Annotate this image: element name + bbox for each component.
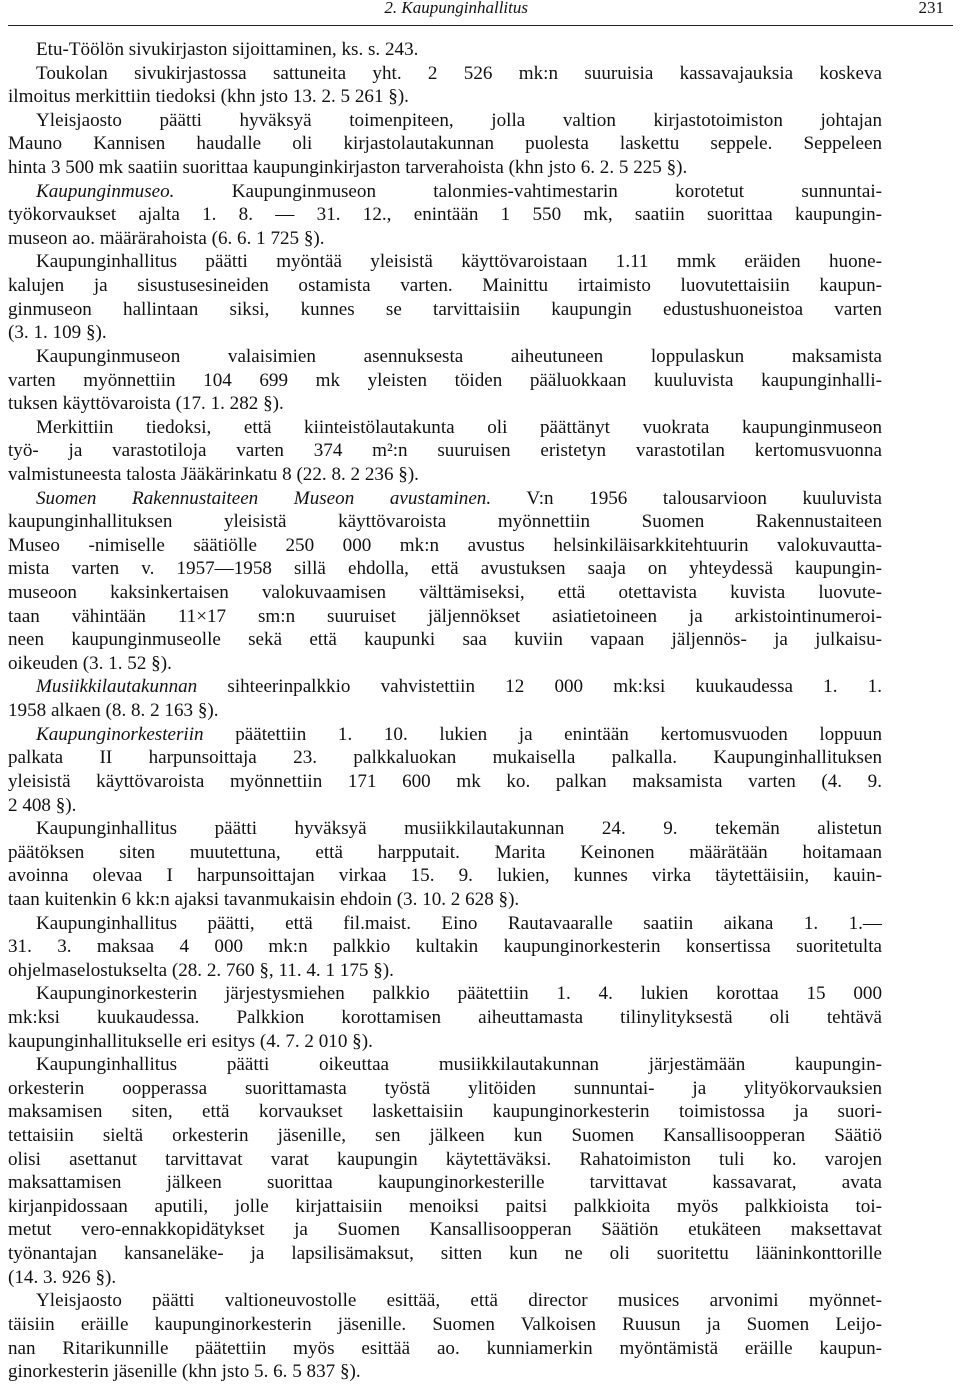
text-run: (14. 3. 926 §).	[8, 1266, 117, 1288]
text-run: palkata II harpunsoittaja 23. palkkaluokan mukaisella palkalla. Kaupunginhallituksen	[8, 747, 882, 769]
text-line	[8, 416, 882, 440]
text-run: kaupunginhallituksen yleisistä käyttövaroista myönnettiin Suomen Rakennustaiteen	[8, 511, 882, 533]
text-run: (3. 1. 109 §).	[8, 322, 107, 344]
text-line	[8, 109, 882, 133]
text-run: ilmoitus merkittiin tiedoksi (khn jsto 13. 2. 5 261 §).	[8, 86, 409, 108]
text-line	[8, 250, 882, 274]
text-line	[8, 132, 882, 156]
text-line	[8, 1195, 882, 1219]
text-line	[8, 770, 882, 794]
text-run: maksamisen siten, että korvaukset laskettaisiin kaupunginorkesterin toimistossa ja suori-	[8, 1101, 882, 1123]
text-line	[8, 1313, 882, 1337]
text-line	[8, 817, 882, 841]
text-line	[8, 982, 882, 1006]
text-line	[8, 888, 882, 912]
text-run: valmistuneesta talosta Jääkärinkatu 8 (22. 8. 2 236 §).	[8, 463, 419, 485]
text-run: yleisistä käyttövaroista myönnettiin 171 600 mk ko. palkan maksamista varten (4. 9.	[8, 770, 882, 792]
text-run: museoon kaksinkertaisen valokuvaamisen välttämiseksi, että otettavista kuvista luovute-	[8, 582, 882, 604]
text-run: Kaupunginorkesterin järjestysmiehen palkkio päätettiin 1. 4. lukien korottaa 15 000	[36, 983, 882, 1005]
text-line	[8, 628, 882, 652]
italic-heading: Suomen Rakennustaiteen Museon avustaminen.	[36, 487, 492, 509]
text-run: museon ao. määrärahoista (6. 6. 1 725 §).	[8, 227, 325, 249]
text-run: sihteerinpalkkio vahvistettiin 12 000 mk:ksi kuukaudessa 1. 1.	[197, 676, 882, 698]
document-body	[8, 38, 882, 1384]
text-run: Yleisjaosto päätti hyväksyä toimenpiteen, jolla valtion kirjastotoimiston johtajan	[36, 109, 882, 131]
text-line	[8, 274, 882, 298]
text-run: Kaupunginmuseon valaisimien asennuksesta aiheutuneen loppulaskun maksamista	[36, 345, 882, 367]
text-run: Kaupunginhallitus päätti, että fil.maist. Eino Rautavaaralle saatiin aikana 1. 1.—	[36, 912, 882, 934]
text-line	[8, 605, 882, 629]
text-run: taan vähintään 11×17 sm:n suuruiset jäljennökset asiatietoineen ja arkistointinumeroi-	[8, 605, 882, 627]
text-run: työnantajan kansaneläke- ja lapsilisämaksut, sitten kun ne oli suoritettu lääninkonttorille	[8, 1243, 882, 1265]
text-line	[8, 557, 882, 581]
text-line	[8, 1030, 882, 1054]
text-line	[8, 156, 882, 180]
text-line	[8, 85, 882, 109]
text-line	[8, 487, 882, 511]
text-line	[8, 345, 882, 369]
text-run: olisi asettanut tarvittavat varat kaupungin käytettäväksi. Rahatoimiston tuli ko. varojen	[8, 1148, 882, 1170]
text-line	[8, 581, 882, 605]
text-line	[8, 1053, 882, 1077]
text-line	[8, 180, 882, 204]
text-line	[8, 675, 882, 699]
text-line	[8, 203, 882, 227]
text-line	[8, 534, 882, 558]
text-run: varten myönnettiin 104 699 mk yleisten töiden pääluokkaan kuuluvista kaupunginhalli-	[8, 369, 882, 391]
text-run: ohjelmaselostukselta (28. 2. 760 §, 11. 4. 1 175 §).	[8, 959, 394, 981]
text-line	[8, 510, 882, 534]
text-run: Etu-Töölön sivukirjaston sijoittaminen, ks. s. 243.	[36, 39, 419, 60]
text-line	[8, 369, 882, 393]
text-run: avoinna olevaa I harpunsoittajan virkaa 15. 9. lukien, kunnes virka täytettäisiin, kauin-	[8, 865, 882, 887]
text-run: Kaupunginhallitus päätti hyväksyä musiikkilautakunnan 24. 9. tekemän alistetun	[36, 818, 882, 840]
text-line	[8, 38, 882, 62]
text-line	[8, 959, 882, 983]
text-line	[8, 1077, 882, 1101]
italic-heading: Kaupunginorkesteriin	[36, 723, 204, 745]
text-run: 31. 3. maksaa 4 000 mk:n palkkio kultakin kaupunginorkesterin konsertissa suoritetulta	[8, 936, 882, 958]
text-run: hinta 3 500 mk saatiin suorittaa kaupunginkirjaston tarverahoista (khn jsto 6. 2. 5 225 §).	[8, 157, 688, 179]
running-header-section: 2. Kaupunginhallitus	[384, 0, 528, 17]
text-run: tuksen käyttövaroista (17. 1. 282 §).	[8, 393, 284, 415]
text-run: Kaupunginmuseon talonmies-vahtimestarin korotetut sunnuntai-	[174, 180, 882, 202]
text-line	[8, 746, 882, 770]
text-line	[8, 1006, 882, 1030]
text-line	[8, 227, 882, 251]
text-line	[8, 1360, 882, 1384]
text-run: oikeuden (3. 1. 52 §).	[8, 652, 172, 674]
text-run: kirjanpidossaan aputili, jolle kirjattaisiin menoiksi paitsi palkkioita myös palkkioista toi-	[8, 1195, 882, 1217]
text-line	[8, 1242, 882, 1266]
header-rule	[8, 25, 953, 26]
text-line	[8, 794, 882, 818]
text-line	[8, 841, 882, 865]
text-run: tettaisiin sieltä orkesterin jäsenille, sen jälkeen kun Suomen Kansallisoopperan Säätiö	[8, 1125, 882, 1147]
text-run: täisiin eräille kaupunginorkesterin jäsenille. Suomen Valkoisen Ruusun ja Suomen Leijo-	[8, 1313, 882, 1335]
text-run: päätöksen siten muutettuna, että harpputait. Marita Keinonen määrätään hoitamaan	[8, 841, 882, 863]
text-run: ginorkesterin jäsenille (khn jsto 5. 6. 5 837 §).	[8, 1361, 361, 1383]
text-run: Museo -nimiselle säätiölle 250 000 mk:n avustus helsinkiläisarkkitehtuurin valokuvautta-	[8, 534, 882, 556]
text-line	[8, 1171, 882, 1195]
text-run: Toukolan sivukirjastossa sattuneita yht. 2 526 mk:n suuruisia kassavajauksia koskeva	[36, 62, 882, 84]
text-run: työkorvaukset ajalta 1. 8. — 31. 12., enintään 1 550 mk, saatiin suorittaa kaupungin-	[8, 204, 882, 226]
text-line	[8, 652, 882, 676]
text-line	[8, 392, 882, 416]
text-run: Kaupunginhallitus päätti myöntää yleisistä käyttövaroistaan 1.11 mmk eräiden huone-	[36, 251, 882, 273]
text-run: Kaupunginhallitus päätti oikeuttaa musiikkilautakunnan järjestämään kaupungin-	[36, 1054, 882, 1076]
text-run: nan Ritarikunnille päätettiin myös esittää ao. kunniamerkin myöntämistä eräille kaupun-	[8, 1337, 882, 1359]
italic-heading: Musiikkilautakunnan	[36, 676, 198, 698]
text-line	[8, 935, 882, 959]
text-line	[8, 298, 882, 322]
text-run: kaupunginhallitukselle eri esitys (4. 7. 2 010 §).	[8, 1030, 373, 1052]
text-run: maksattamisen jälkeen suorittaa kaupunginorkesterille tarvittavat kassavarat, avata	[8, 1172, 882, 1194]
page-number: 231	[918, 0, 944, 17]
text-run: 1958 alkaen (8. 8. 2 163 §).	[8, 700, 219, 722]
text-line	[8, 439, 882, 463]
text-line	[8, 1148, 882, 1172]
text-run: Yleisjaosto päätti valtioneuvostolle esittää, että director musices arvonimi myönnet-	[36, 1290, 882, 1312]
text-run: 2 408 §).	[8, 794, 77, 816]
text-run: Mauno Kannisen haudalle oli kirjastolautakunnan puolesta laskettu seppele. Seppeleen	[8, 133, 882, 155]
text-line	[8, 1337, 882, 1361]
text-run: neen kaupunginmuseolle sekä että kaupunki saa kuviin vapaan jäljennös- ja julkaisu-	[8, 629, 882, 651]
text-line	[8, 321, 882, 345]
text-run: kalujen ja sisustusesineiden ostamista varten. Mainittu irtaimisto luovutettaisiin kaupun-	[8, 275, 882, 297]
text-line	[8, 699, 882, 723]
text-line	[8, 912, 882, 936]
text-run: mk:ksi kuukaudessa. Palkkion korottamisen aiheuttamasta tilinylityksestä oli tehtävä	[8, 1006, 882, 1028]
italic-heading: Kaupunginmuseo.	[36, 180, 175, 202]
text-run: mista varten v. 1957—1958 sillä ehdolla, että avustuksen saaja on yhteydessä kaupungin-	[8, 558, 882, 580]
text-run: työ- ja varastotiloja varten 374 m²:n suuruisen eristetyn varastotilan kertomusvuonna	[8, 440, 882, 462]
text-run: orkesterin oopperassa suorittamasta työstä ylitöiden sunnuntai- ja ylityökorvauksien	[8, 1077, 882, 1099]
text-run: taan kuitenkin 6 kk:n ajaksi tavanmukaisin ehdoin (3. 10. 2 628 §).	[8, 888, 520, 910]
page-header	[8, 0, 948, 24]
text-line	[8, 1266, 882, 1290]
text-line	[8, 864, 882, 888]
text-line	[8, 723, 882, 747]
text-run: ginmuseon hallintaan siksi, kunnes se tarvittaisiin kaupungin edustushuoneistoa varten	[8, 298, 882, 320]
text-line	[8, 1218, 882, 1242]
text-run: metut vero-ennakkopidätykset ja Suomen Kansallisoopperan Säätiön etukäteen maksettavat	[8, 1219, 882, 1241]
text-run: V:n 1956 talousarvioon kuuluvista	[491, 487, 882, 509]
text-line	[8, 463, 882, 487]
text-line	[8, 1289, 882, 1313]
text-line	[8, 1100, 882, 1124]
text-run: Merkittiin tiedoksi, että kiinteistölautakunta oli päättänyt vuokrata kaupunginmuseon	[36, 416, 882, 438]
text-line	[8, 62, 882, 86]
text-run: päätettiin 1. 10. lukien ja enintään kertomusvuoden loppuun	[203, 723, 882, 745]
text-line	[8, 1124, 882, 1148]
